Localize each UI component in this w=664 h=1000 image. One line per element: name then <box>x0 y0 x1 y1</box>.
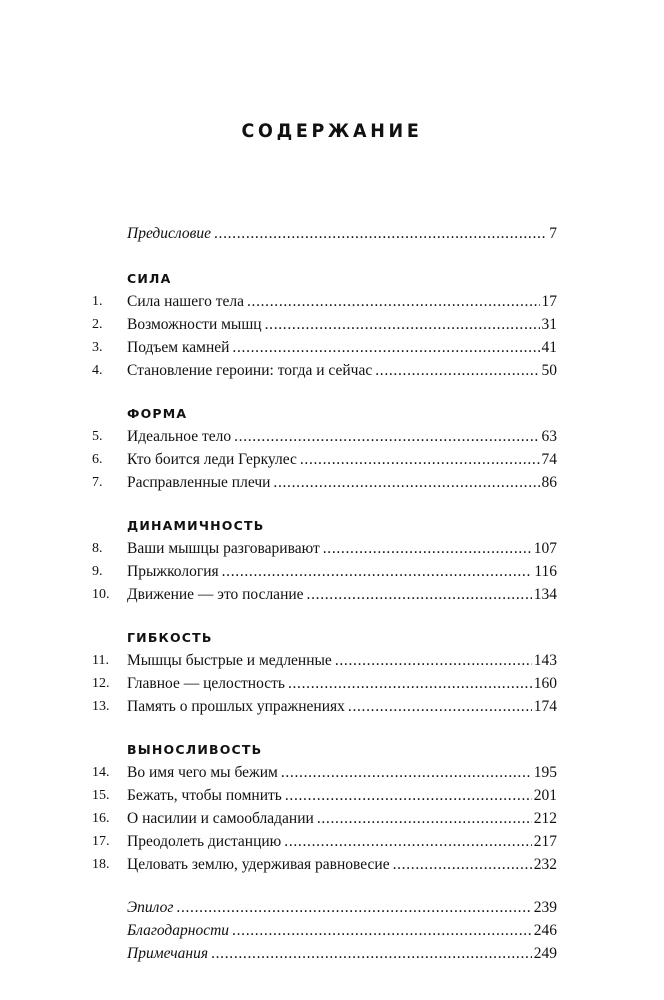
dot-leader <box>214 222 547 245</box>
toc-entry[interactable] <box>0 448 664 471</box>
toc-entry[interactable] <box>0 695 664 718</box>
dot-leader <box>176 896 531 919</box>
toc-entry-title: Мышцы быстрые и медленные <box>127 652 332 669</box>
toc-page-number: 246 <box>533 922 557 939</box>
dot-leader <box>232 919 532 942</box>
toc-page-number: 7 <box>549 225 557 242</box>
toc-entry-title: Сила нашего тела <box>127 293 244 310</box>
toc-entry-title: Движение — это послание <box>127 586 304 603</box>
dot-leader <box>265 313 540 336</box>
dot-leader <box>234 425 539 448</box>
dot-leader <box>285 784 532 807</box>
toc-entry[interactable] <box>0 583 664 606</box>
toc-entry-title: Идеальное тело <box>127 428 232 445</box>
chapter-number: 15. <box>92 788 110 803</box>
toc-entry-title: Целовать землю, удерживая равновесие <box>127 856 390 873</box>
toc-page-number: 63 <box>541 428 557 445</box>
toc-entry[interactable] <box>0 830 664 853</box>
toc-entry[interactable] <box>0 761 664 784</box>
chapter-number: 5. <box>92 429 103 444</box>
toc-page-number: 41 <box>541 339 557 356</box>
section-heading: ДИНАМИЧНОСТЬ <box>127 518 265 533</box>
toc-page-number: 212 <box>533 810 557 827</box>
toc-entry[interactable] <box>0 807 664 830</box>
toc-page-number: 31 <box>541 316 557 333</box>
toc-entry[interactable] <box>0 672 664 695</box>
dot-leader <box>232 336 539 359</box>
section-heading: ВЫНОСЛИВОСТЬ <box>127 742 263 757</box>
table-of-contents <box>0 222 664 965</box>
toc-entry-title: О насилии и самообладании <box>127 810 314 827</box>
toc-entry-epilogue[interactable] <box>0 896 664 919</box>
toc-entry-title: Преодолеть дистанцию <box>127 833 282 850</box>
toc-page-number: 160 <box>533 675 557 692</box>
toc-page-number: 239 <box>533 899 557 916</box>
toc-page-number: 195 <box>533 764 557 781</box>
chapter-number: 10. <box>92 587 110 602</box>
toc-page-number: 143 <box>533 652 557 669</box>
dot-leader <box>393 853 532 876</box>
toc-entry[interactable] <box>0 290 664 313</box>
toc-page-number: 50 <box>541 362 557 379</box>
toc-entry-title: Кто боится леди Геркулес <box>127 451 297 468</box>
toc-entry-title: Возможности мышц <box>127 316 262 333</box>
toc-entry-title: Расправленные плечи <box>127 474 271 491</box>
dot-leader <box>247 290 540 313</box>
chapter-number: 13. <box>92 699 110 714</box>
chapter-number: 11. <box>92 653 109 668</box>
toc-page-number: 174 <box>533 698 557 715</box>
dot-leader <box>288 672 532 695</box>
toc-entry-title: Прыжкология <box>127 563 219 580</box>
toc-page-number: 107 <box>533 540 557 557</box>
chapter-number: 17. <box>92 834 110 849</box>
toc-entry-acknowledgements[interactable] <box>0 919 664 942</box>
toc-entry-preface[interactable] <box>0 222 664 245</box>
toc-entry[interactable] <box>0 336 664 359</box>
toc-entry[interactable] <box>0 853 664 876</box>
toc-entry-title: Во имя чего мы бежим <box>127 764 278 781</box>
toc-entry[interactable] <box>0 313 664 336</box>
dot-leader <box>222 560 533 583</box>
toc-page-number: 134 <box>533 586 557 603</box>
dot-leader <box>300 448 540 471</box>
chapter-number: 12. <box>92 676 110 691</box>
toc-entry-title: Благодарности <box>127 922 230 939</box>
dot-leader <box>335 649 532 672</box>
toc-entry-title: Главное — целостность <box>127 675 285 692</box>
chapter-number: 7. <box>92 475 103 490</box>
toc-entry-title: Бежать, чтобы помнить <box>127 787 282 804</box>
dot-leader <box>284 830 531 853</box>
toc-entry-title: Память о прошлых упражнениях <box>127 698 345 715</box>
section-heading: ФОРМА <box>127 406 188 421</box>
dot-leader <box>273 471 539 494</box>
toc-page-number: 217 <box>533 833 557 850</box>
dot-leader <box>307 583 532 606</box>
toc-entry-title: Предисловие <box>127 225 211 242</box>
toc-page-number: 86 <box>541 474 557 491</box>
toc-entry-title: Примечания <box>127 945 209 962</box>
toc-page-number: 201 <box>533 787 557 804</box>
chapter-number: 18. <box>92 857 110 872</box>
section-heading: ГИБКОСТЬ <box>127 630 213 645</box>
chapter-number: 2. <box>92 317 103 332</box>
toc-entry[interactable] <box>0 784 664 807</box>
toc-entry[interactable] <box>0 471 664 494</box>
chapter-number: 4. <box>92 363 103 378</box>
dot-leader <box>323 537 532 560</box>
toc-page-number: 232 <box>533 856 557 873</box>
toc-entry[interactable] <box>0 359 664 382</box>
toc-entry[interactable] <box>0 425 664 448</box>
toc-page-number: 116 <box>534 563 557 580</box>
dot-leader <box>317 807 532 830</box>
toc-entry[interactable] <box>0 537 664 560</box>
chapter-number: 3. <box>92 340 103 355</box>
page-title: СОДЕРЖАНИЕ <box>241 120 423 142</box>
toc-entry-title: Ваши мышцы разговаривают <box>127 540 320 557</box>
chapter-number: 1. <box>92 294 103 309</box>
toc-entry-title: Становление героини: тогда и сейчас <box>127 362 373 379</box>
toc-entry-title: Подъем камней <box>127 339 230 356</box>
dot-leader <box>211 942 532 965</box>
chapter-number: 6. <box>92 452 103 467</box>
dot-leader <box>375 359 539 382</box>
toc-entry[interactable] <box>0 649 664 672</box>
toc-entry-title: Эпилог <box>127 899 174 916</box>
toc-page-number: 249 <box>533 945 557 962</box>
chapter-number: 9. <box>92 564 103 579</box>
toc-entry[interactable] <box>0 560 664 583</box>
toc-page-number: 17 <box>541 293 557 310</box>
dot-leader <box>348 695 532 718</box>
chapter-number: 14. <box>92 765 110 780</box>
toc-entry-notes[interactable] <box>0 942 664 965</box>
dot-leader <box>281 761 532 784</box>
chapter-number: 8. <box>92 541 103 556</box>
chapter-number: 16. <box>92 811 110 826</box>
toc-page-number: 74 <box>541 451 557 468</box>
section-heading: СИЛА <box>127 271 172 286</box>
